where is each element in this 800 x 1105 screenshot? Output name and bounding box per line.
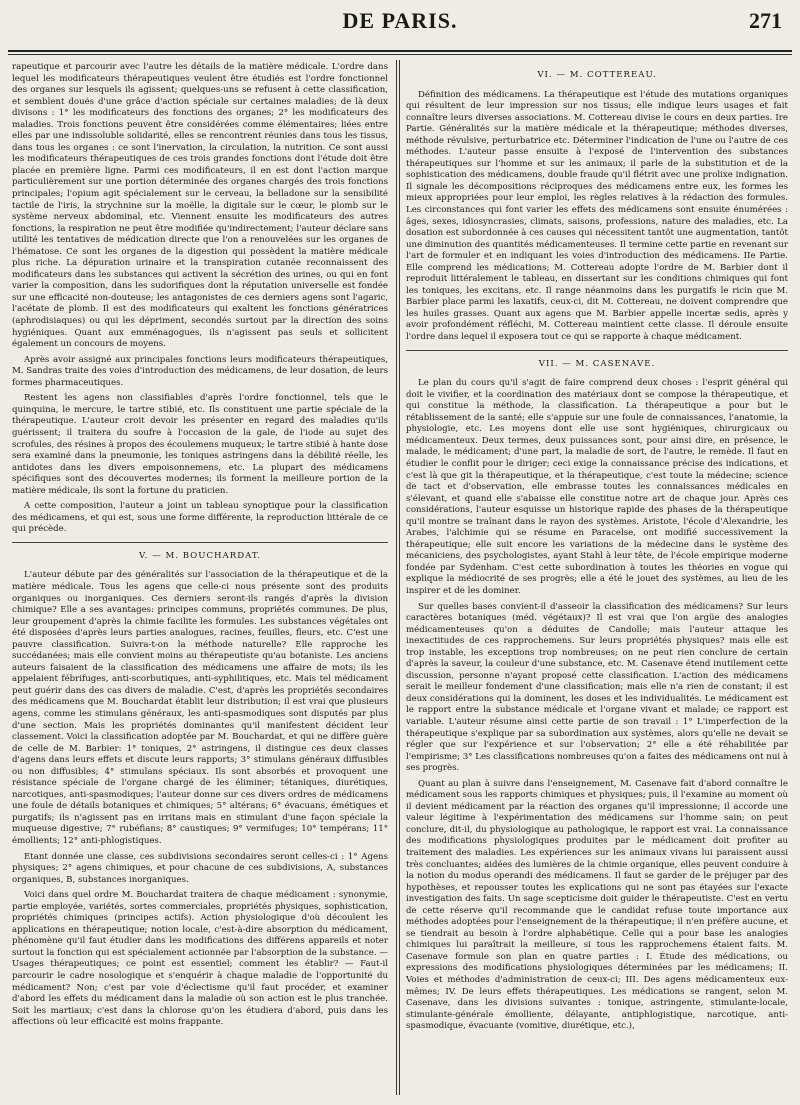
paragraph: A cette composition, l'auteur a joint un tableau synoptique pour la classification des médicamens, et qui est, sous une forme différente, la reproduction littérale de ce qui précède.: [12, 501, 388, 535]
section-rule: [12, 542, 388, 543]
page-title: DE PARIS.: [342, 8, 458, 33]
paragraph: Le plan du cours qu'il s'agit de faire comprend deux choses : l'esprit général qui doit le vivifier, et la coordination des matériaux dont se compose la thérapeutique, et qui constitue la méthode, la classification. La thérapeutique a pour but le rétablissement de la santé; elle s'appuie sur une foule de connaissances, l'anatomie, la physiologie, etc. Les moyens dont elle use sont hygiéniques, chirurgicaux ou médicamenteux. Deux termes, deux puissances sont, pour ainsi dire, en présence, le malade, le médicament; d'une part, la maladie de sort, de l'autre, le remède. Il faut en étudier le conflit pour le diriger; ceci exige la connaissance précise des indications, et c'est là que git la thérapeutique, et la thérapeutique, c'est toute la médecine; science de tact et d'observation, elle embrasse toutes les connaissances médicales en s'élevant, et quand elle s'abaisse elle constitue notre art de chaque jour. Après ces considérations, l'auteur esquisse un historique rapide des phases de la thérapeutique qu'il montre se traînant dans le rayon des systèmes. Aristote, l'école d'Alexandrie, les Arabes, l'alchimie qui se résume en Paracelse, ont modifié successivement la thérapeutique; elle suit encore les variations de la médecine dans le système des mécaniciens, des psychologistes, ayant Stahl à leur tête, de l'école empirique moderne fondée par Sydenham. C'est cette subordination à toutes les théories en vogue qui explique la médiocrité de ses progrès; elle a été le jouet des systèmes, au lieu de les inspirer et de les dominer.: [406, 378, 788, 596]
column-divider-inner: [399, 60, 400, 1095]
paragraph: Restent les agens non classifiables d'après l'ordre fonctionnel, tels que le quinquina, le mercure, le tartre stibié, etc. Ils constituent une partie spéciale de la thérapeutique. L'auteur croit devoir les présenter en regard des maladies qu'ils guérissent; il traitera du soufre à l'occasion de la gale, de l'iode au sujet des scrofules, des résines à propos des écoulemens muqueux; le tartre stibié à hante dose sera examiné dans la pneumonie, les toniques astringens dans la débilité réelle, les antidotes dans les divers empoisonnemens, etc. La plupart des médicamens spécifiques sont des découvertes modernes; ils forment la meilleure portion de la matière médicale, ils sont la fortune du praticien.: [12, 393, 388, 496]
paragraph: Quant au plan à suivre dans l'enseignement, M. Casenave fait d'abord connaître le médicament sous les rapports chimiques et physiques; puis, il l'examine au moment où il devient médicament par la réaction des organes qu'il impressionne; il accorde une valeur légitime à l'expérimentation des médicamens sur l'homme sain; on peut conclure, dit-il, du physiologique au pathologique, le rapport est vrai. La connaissance des modifications physiologiques produites par le médicament doit profiter au traitement des maladies. Les expériences sur les animaux vivans lui paraissent aussi très concluantes; aidées des lumières de la chimie organique, elles peuvent conduire à la notion du modus operandi des médicamens. Il faut se garder de le préjuger par des hypothèses, et repousser toutes les explications qui ne sont pas étayées sur l'exacte investigation des faits. Un sage scepticisme doit guider le thérapeutiste. C'est en vertu de cette réserve qu'il recommande que le candidat refuse toute importance aux méthodes adoptées pour l'enseignement de la thérapeutique; il n'en préfère aucune, et se tiendrait au besoin à l'ordre alphabétique. Celle qui a pour base les analogies chimiques lui paraîtrait la meilleure, si tous les rapprochemens étaient faits. M. Casenave formule son plan en quatre parties : I. Étude des médications, ou expressions des modifications physiologiques déterminées par les médicamens; II. Voies et méthodes d'administration de ceux-ci; III. Des agens médicamenteux eux-mêmes; IV. De leurs effets thérapeutiques. Les médications se rangent, selon M. Casenave, dans les divisions suivantes : tonique, astringente, stimulante-locale, stimulante-générale émolliente, délayante, antiphlogistique, narcotique, anti-spasmodique, évacuante (vomitive, diurétique, etc.),: [406, 778, 788, 1032]
paragraph: Sur quelles bases convient-il d'asseoir la classification des médicamens? Sur leurs caractères botaniques (méd. végétaux)? Il est vrai que l'on argüe des analogies médicamenteuses qu'on a déduites de Candolle; mais l'auteur attaque les inexactitudes de ces rapprochemens. Sur leurs propriétés physiques? mais elle est trop instable, les exceptions trop nombreuses; on ne peut rien conclure de certain d'après la saveur, la couleur d'une substance, etc. M. Casenave étend inutilement cette discussion, personne n'ayant proposé cette classification. L'action des médicamens serait le meilleur fondement d'une classification; mais elle n'a rien de constant; il est deux considérations qui la dominent, les doses et les individualités. Le médicament est le rapport entre la substance médicale et l'organe vivant et malade; ce rapport est variable. L'auteur résume ainsi cette partie de son travail : 1° L'imperfection de la thérapeutique s'explique par sa subordination aux systèmes, alors qu'elle ne devait se régler que sur l'expérience et sur l'observation; 2° elle a été réhabilitée par l'empirisme; 3° Les classifications nombreuses qu'on a faites des médicamens ont nui à ses progrès.: [406, 601, 788, 774]
page-number: 271: [749, 8, 782, 33]
masthead: [0, 0, 800, 50]
section-rule: [406, 350, 788, 351]
section-heading: VI. — M. COTTEREAU.: [537, 70, 657, 80]
right-column: [406, 62, 788, 1095]
paragraph: Après avoir assigné aux principales fonctions leurs modificateurs thérapeutiques, M. Sandras traite des voies d'introduction des médicamens, de leur dosation, de leurs formes pharmaceutiques.: [12, 354, 388, 388]
paragraph: Voici dans quel ordre M. Bouchardat traitera de chaque médicament : synonymie, partie employée, variétés, sortes commerciales, propriétés physiques, sophistication, propriétés chimiques (principes actifs). Action physiologique d'où découlent les applications en thérapeutique; notion locale, c'est-à-dire absorption du médicament, phénomène qu'il faut étudier dans les modifications des différens appareils et noter surtout la fonction qui est spécialement actionnée par l'absorption de la substance. — Usages thérapeutiques; ce point est essentiel; comment les établir? — Faut-il parcourir le cadre nosologique et s'enquérir à chaque maladie de l'opportunité du médicament? Non; c'est par voie d'éclectisme qu'il faut procéder, et examiner d'abord les effets du médicament dans la maladie où son action est le plus tranchée. Soit les martiaux; c'est dans la chlorose qu'on les étudiera d'abord, puis dans les affections où leur efficacité est moins frappante.: [12, 890, 388, 1028]
left-column: [12, 62, 388, 1095]
section-heading: VII. — M. CASENAVE.: [538, 358, 656, 369]
paragraph: L'auteur débute par des généralités sur l'association de la thérapeutique et de la matière médicale. Tous les agens que celle-ci nous présente sont des produits organiques ou inorganiques. Ces derniers seront-ils rangés d'après la division chimique? Elle a ses avantages: principes communs, propriétés communes. De plus, leur groupement d'après la chimie facilite les formules. Les substances végétales ont été disposées d'après leurs parties analogues, racines, feuilles, fleurs, etc. C'est une pauvre classification. Suivra-t-on la méthode naturelle? Elle rapproche les succédanées; mais elle convient moins au thérapeutiste qu'au botaniste. Les anciens auteurs faisaient de la classification des médicamens une affaire de mots; ils les appelaient fébrifuges, anti-scorbutiques, anti-syphilitiques, etc. Mais tel médicament peut guérir dans des cas divers de maladie. C'est, d'après les propriétés secondaires des médicamens que M. Bouchardat établit leur distribution; il est vrai que plusieurs agens, comme les stimulans généraux, les anti-spasmodiques sont disputés par plus d'une section. Mais les propriétés dominantes qu'il manifestent décident leur classement. Voici la classification adoptée par M. Bouchardat, et qui ne diffère guère de celle de M. Barbier: 1° toniques, 2° astringens, il distingue ces deux classes d'agens dans leurs effets et discute leurs rapports; 3° stimulans généraux diffusibles ou non diffusibles; 4° stimulans spéciaux. Ils sont absorbés et provoquent une résistance spéciale de l'organe chargé de les éliminer; tétaniques, diurétiques, narcotiques, anti-spasmodiques; l'auteur donne sur ces divers ordres de médicamens une foule de détails botaniques et chimiques; 5° altérans; 6° évacuans, émétiques et purgatifs; ils n'agissent pas en irritans mais en stimulant d'une façon spéciale la muqueuse digestive; 7° rubéfians; 8° caustiques; 9° vermifuges; 10° tempérans; 11° émollients; 12° anti-phlogistiques.: [12, 570, 388, 846]
column-divider: [396, 60, 397, 1095]
section-heading: V. — M. BOUCHARDAT.: [138, 550, 262, 561]
paragraph: Etant donnée une classe, ces subdivisions secondaires seront celles-ci : 1° Agens physiques; 2° agens chimiques, et pour chacune de ces subdivisions, A, substances organiques, B, substances inorganiques.: [12, 851, 388, 885]
paragraph: Définition des médicamens. La thérapeutique est l'étude des mutations organiques qui résultent de leur impression sur nos tissus; elle indique leurs usages et fait connaître leurs diverses associations. M. Cottereau divise le cours en deux parties. Ire Partie. Généralités sur la matière médicale et la thérapeutique; méthodes diverses, méthode révulsive, perturbatrice etc. Déterminer l'indication de l'une ou l'autre de ces méthodes. L'auteur passe ensuite à l'exposé de l'intervention des substances thérapeutiques sur l'homme et sur les animaux; il parle de la substitution et de la sophistication des médicamens, double fraude qu'il flétrit avec une prolixe indignation. Il signale les décompositions réciproques des médicamens entre eux, les formes les mieux appropriées pour leur emploi, les règles relatives à la rédaction des formules. Les circonstances qui font varier les effets des médicamens sont ensuite énumérées : âges, sexes, idiosyncrasies, climats, saisons, professions, nature des maladies, etc. La dosation est subordonnée à ces causes qui nécessitent tantôt une augmentation, tantôt une diminution des quantités médicamenteuses. Il termine cette partie en revenant sur l'art de formuler et en indiquant les voies d'introduction des médicamens. IIe Partie. Elle comprend les médications; M. Cottereau adopte l'ordre de M. Barbier dont il reproduit littéralement le tableau, en dissertant sur les conditions chimiques qui font les toniques, les excitans, etc. Il range néanmoins dans les purgatifs le ricin que M. Barbier place parmi les laxatifs, ceux-ci, dit M. Cottereau, ne doivent comprendre que les huiles grasses. Quant aux agens que M. Barbier appelle incertæ sedis, après y avoir profondément réfléchi, M. Cottereau maintient cette classe. Il déroule ensuite l'ordre dans lequel il exposera tout ce qui se rapporte à chaque médicament.: [406, 89, 788, 343]
paragraph: rapeutique et parcourir avec l'autre les détails de la matière médicale. L'ordre dans lequel les modificateurs thérapeutiques veulent être étudiés est l'ordre fonctionnel des organes sur lesquels ils agissent; quelques-uns se refusent à cette classification, et semblent doués d'une grâce d'action spéciale sur certaines maladies; de là deux divisons : 1° les modificateurs des fonctions des organes; 2° les modificateurs des maladies. Trois fonctions peuvent être considérées comme élémentaires; liées entre elles par une indissoluble solidarité, elles se rencontrent réunies dans tous les tissus, dans tous les organes : ce sont l'inervation, la circulation, la nutrition. Ce sont aussi les modificateurs thérapeutiques de ces trois grandes fonctions dont l'étude doit être placée en première ligne. Parmi ces modificateurs, il en est dont l'action marque particulièrement sur une portion déterminée des organes chargés des trois fonctions principales; l'opium agit spécialement sur le cerveau, la belladone sur la sensibilité tactile de l'iris, la strychnine sur la moëlle, la digitale sur le cœur, le plomb sur le système nerveux abdominal, etc. Viennent ensuite les modificateurs des autres fonctions, la respiration ne peut être modifiée qu'indirectement; l'auteur déclare sans utilité les tentatives de médication directe que l'on a renouvelées sur les organes de l'hématose. Ce sont les organes de la digestion qui possèdent la matière médicale plus riche. La dépuration urinaire et la transpiration cutanée reconnaissent des modificateurs dans les substances qui activent la sécrétion des urines, ou qui en font varier la composition, dans les sudorifiques dont la réputation universelle est fondée sur une efficacité non-douteuse; les antagonistes de ces derniers agens sont l'agaric, l'acétate de plomb. Il est des modificateurs qui exaltent les fonctions génératrices (aphrodisiaques) ou qui les dépriment, secondés surtout par la direction des soins hygiéniques. Quant aux emménagogues, ils n'agissent pas seuls et sollicitent également un concours de moyens.: [12, 62, 388, 350]
header-rule-thin: [8, 54, 792, 55]
header-rule: [8, 50, 792, 52]
